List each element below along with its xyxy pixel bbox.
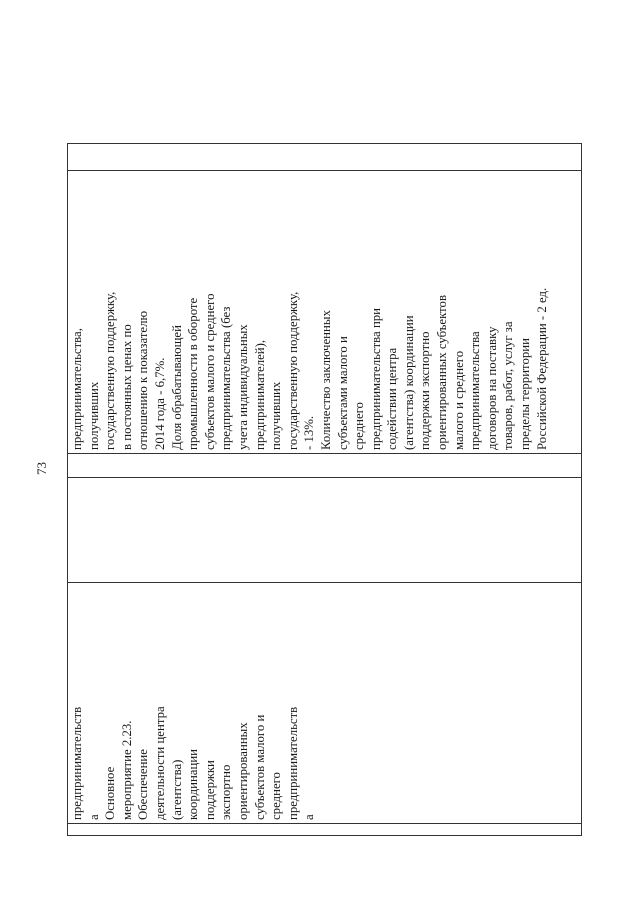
indicator-text-line: пределы территории <box>518 338 533 450</box>
measure-text-line: предпринимательств <box>70 706 84 820</box>
indicator-text-line: содействии центра <box>385 347 400 450</box>
empty-cell-term <box>68 454 582 478</box>
indicator-text <box>68 171 550 453</box>
empty-cell-responsible <box>68 478 582 583</box>
measure-text-line: предпринимательств <box>285 706 300 820</box>
measure-text-line: (агентства) <box>169 759 184 820</box>
measure-text-line: а <box>302 814 317 820</box>
measure-text-line: а <box>86 814 101 820</box>
indicator-text-line: среднего <box>352 402 367 450</box>
indicator-text-line: предпринимательства <box>468 331 483 450</box>
indicator-text-line: в постоянных ценах по <box>119 324 134 450</box>
indicator-text-line: государственную поддержку, <box>103 291 118 450</box>
indicator-text-line: товаров, работ, услуг за <box>501 321 516 450</box>
measure-text-line: ориентированных <box>235 722 250 820</box>
indicator-text-line: отношению к показателю <box>136 310 151 450</box>
indicator-text-line: промышленности в обороте <box>186 297 201 450</box>
indicator-text-line: получивших <box>86 381 101 450</box>
measure-text-line: поддержки <box>202 760 217 820</box>
measure-text-line: координации <box>186 748 201 820</box>
indicator-text-line: ориентированных субъектов <box>435 295 450 450</box>
rotated-table-container <box>67 144 582 836</box>
indicator-text-line: 2014 года - 6,7%. <box>152 357 167 450</box>
indicator-text-line: договоров на поставку <box>484 326 499 450</box>
page-number: 73 <box>34 462 49 475</box>
empty-cell-last <box>68 144 582 171</box>
measure-text-line: деятельности центра <box>152 706 167 820</box>
measure-text <box>68 583 318 823</box>
indicator-text-line: - 13%. <box>302 415 317 450</box>
indicator-cell <box>68 171 582 454</box>
indicator-text-line: поддержки экспортно <box>418 331 433 450</box>
indicator-text-line: получивших <box>269 381 284 450</box>
indicator-text-line: (агентства) координации <box>401 315 416 450</box>
indicator-text-line: Российской Федерации - 2 ед. <box>534 287 549 450</box>
measure-text-line: среднего <box>269 772 284 820</box>
measure-text-line: Основное <box>103 766 118 820</box>
indicator-text-line: Количество заключенных <box>318 310 333 450</box>
measure-text-line: мероприятие 2.23. <box>119 720 134 820</box>
measure-text-line: Обеспечение <box>136 749 151 820</box>
measure-text-line: экспортно <box>219 764 234 820</box>
measure-text-line: субъектов малого и <box>252 714 267 820</box>
indicator-text-line: малого и среднего <box>451 350 466 450</box>
indicator-text-line: предпринимательства (без <box>219 306 234 450</box>
indicator-text-line: предпринимательства при <box>368 307 383 450</box>
indicator-text-line: предпринимательства, <box>70 328 84 450</box>
measure-cell <box>68 583 582 824</box>
program-table <box>67 143 582 836</box>
indicator-text-line: субъектов малого и среднего <box>202 293 217 450</box>
indicator-text-line: учета индивидуальных <box>235 324 250 450</box>
indicator-text-line: Доля обрабатывающей <box>169 325 184 450</box>
row-number-cell <box>68 824 582 836</box>
indicator-text-line: субъектами малого и <box>335 336 350 450</box>
indicator-text-line: государственную поддержку, <box>285 291 300 450</box>
indicator-text-line: предпринимателей), <box>252 339 267 450</box>
